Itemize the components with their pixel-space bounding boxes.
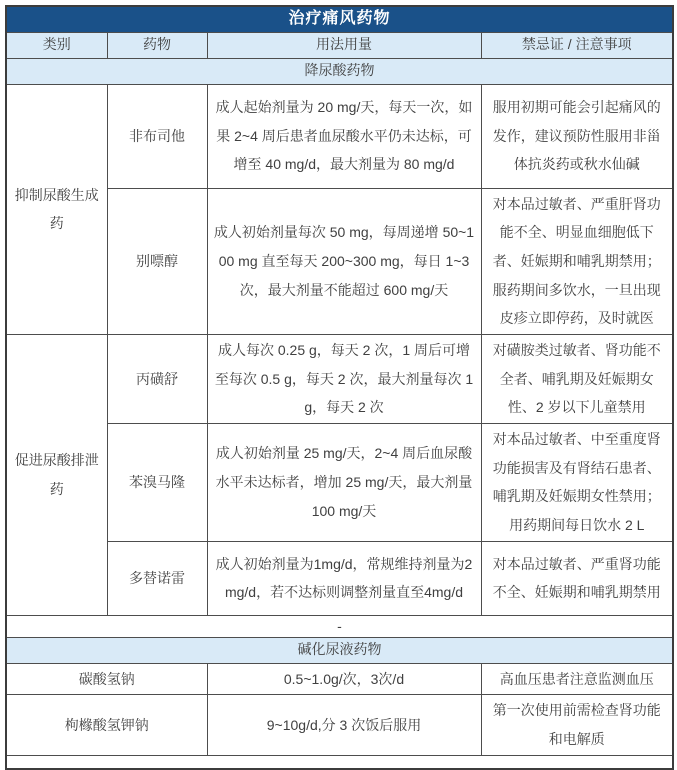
category-cell: 抑制尿酸生成药	[6, 84, 107, 334]
table-row	[6, 84, 673, 188]
notes-cell: 高血压患者注意监测血压	[481, 663, 673, 695]
dosage-cell: 成人初始剂量为1mg/d，常规维持剂量为2mg/d，若不达标则调整剂量直至4mg/d	[207, 541, 481, 615]
table-row	[6, 695, 673, 755]
gout-medication-table	[5, 5, 674, 770]
dosage-cell: 9~10g/d,分 3 次饭后服用	[207, 695, 481, 755]
drug-name-cell: 碳酸氢钠	[6, 663, 207, 695]
table-row	[6, 424, 673, 542]
section-title: 降尿酸药物	[6, 58, 673, 84]
dosage-cell: 成人每次 0.25 g，每天 2 次，1 周后可增至每次 0.5 g，每天 2 次，最大剂量每次 1 g，每天 2 次	[207, 334, 481, 423]
table-title-row	[6, 6, 673, 32]
drug-name-cell: 别嘌醇	[107, 188, 207, 334]
header-dosage: 用法用量	[207, 32, 481, 58]
notes-cell: 对磺胺类过敏者、肾功能不全者、哺乳期及妊娠期女性、2 岁以下儿童禁用	[481, 334, 673, 423]
section-band-urate-lowering	[6, 58, 673, 84]
dosage-cell: 成人初始剂量每次 50 mg，每周递增 50~100 mg 直至每天 200~300 mg，每日 1~3 次，最大剂量不能超过 600 mg/天	[207, 188, 481, 334]
notes-cell: 第一次使用前需检查肾功能和电解质	[481, 695, 673, 755]
notes-cell: 对本品过敏者、严重肾功能不全、妊娠期和哺乳期禁用	[481, 541, 673, 615]
drug-name-cell: 苯溴马隆	[107, 424, 207, 542]
column-header-row	[6, 32, 673, 58]
table-row	[6, 334, 673, 423]
section-title: 碱化尿液药物	[6, 637, 673, 663]
dosage-cell: 成人起始剂量为 20 mg/天，每天一次，如果 2~4 周后患者血尿酸水平仍未达标，可增至 40 mg/d，最大剂量为 80 mg/d	[207, 84, 481, 188]
drug-name-cell: 枸橼酸氢钾钠	[6, 695, 207, 755]
spacer-row	[6, 615, 673, 637]
category-cell: 促进尿酸排泄药	[6, 334, 107, 615]
notes-cell: 对本品过敏者、严重肝肾功能不全、明显血细胞低下者、妊娠期和哺乳期禁用；服药期间多饮水，一旦出现皮疹立即停药，及时就医	[481, 188, 673, 334]
notes-cell: 对本品过敏者、中至重度肾功能损害及有肾结石患者、哺乳期及妊娠期女性禁用；用药期间每日饮水 2 L	[481, 424, 673, 542]
section-band-urine-alkalizing	[6, 637, 673, 663]
drug-name-cell: 多替诺雷	[107, 541, 207, 615]
empty-cell	[6, 755, 673, 769]
drug-name-cell: 非布司他	[107, 84, 207, 188]
dosage-cell: 成人初始剂量 25 mg/天，2~4 周后血尿酸水平未达标者，增加 25 mg/天，最大剂量 100 mg/天	[207, 424, 481, 542]
header-contraindications: 禁忌证 / 注意事项	[481, 32, 673, 58]
header-category: 类别	[6, 32, 107, 58]
table-row	[6, 188, 673, 334]
dosage-cell: 0.5~1.0g/次，3次/d	[207, 663, 481, 695]
notes-cell: 服用初期可能会引起痛风的发作，建议预防性服用非甾体抗炎药或秋水仙碱	[481, 84, 673, 188]
table-row	[6, 663, 673, 695]
table-row	[6, 541, 673, 615]
page-title: 治疗痛风药物	[6, 6, 673, 32]
header-drug: 药物	[107, 32, 207, 58]
spacer-dash: -	[6, 615, 673, 637]
drug-name-cell: 丙磺舒	[107, 334, 207, 423]
empty-partial-row	[6, 755, 673, 769]
